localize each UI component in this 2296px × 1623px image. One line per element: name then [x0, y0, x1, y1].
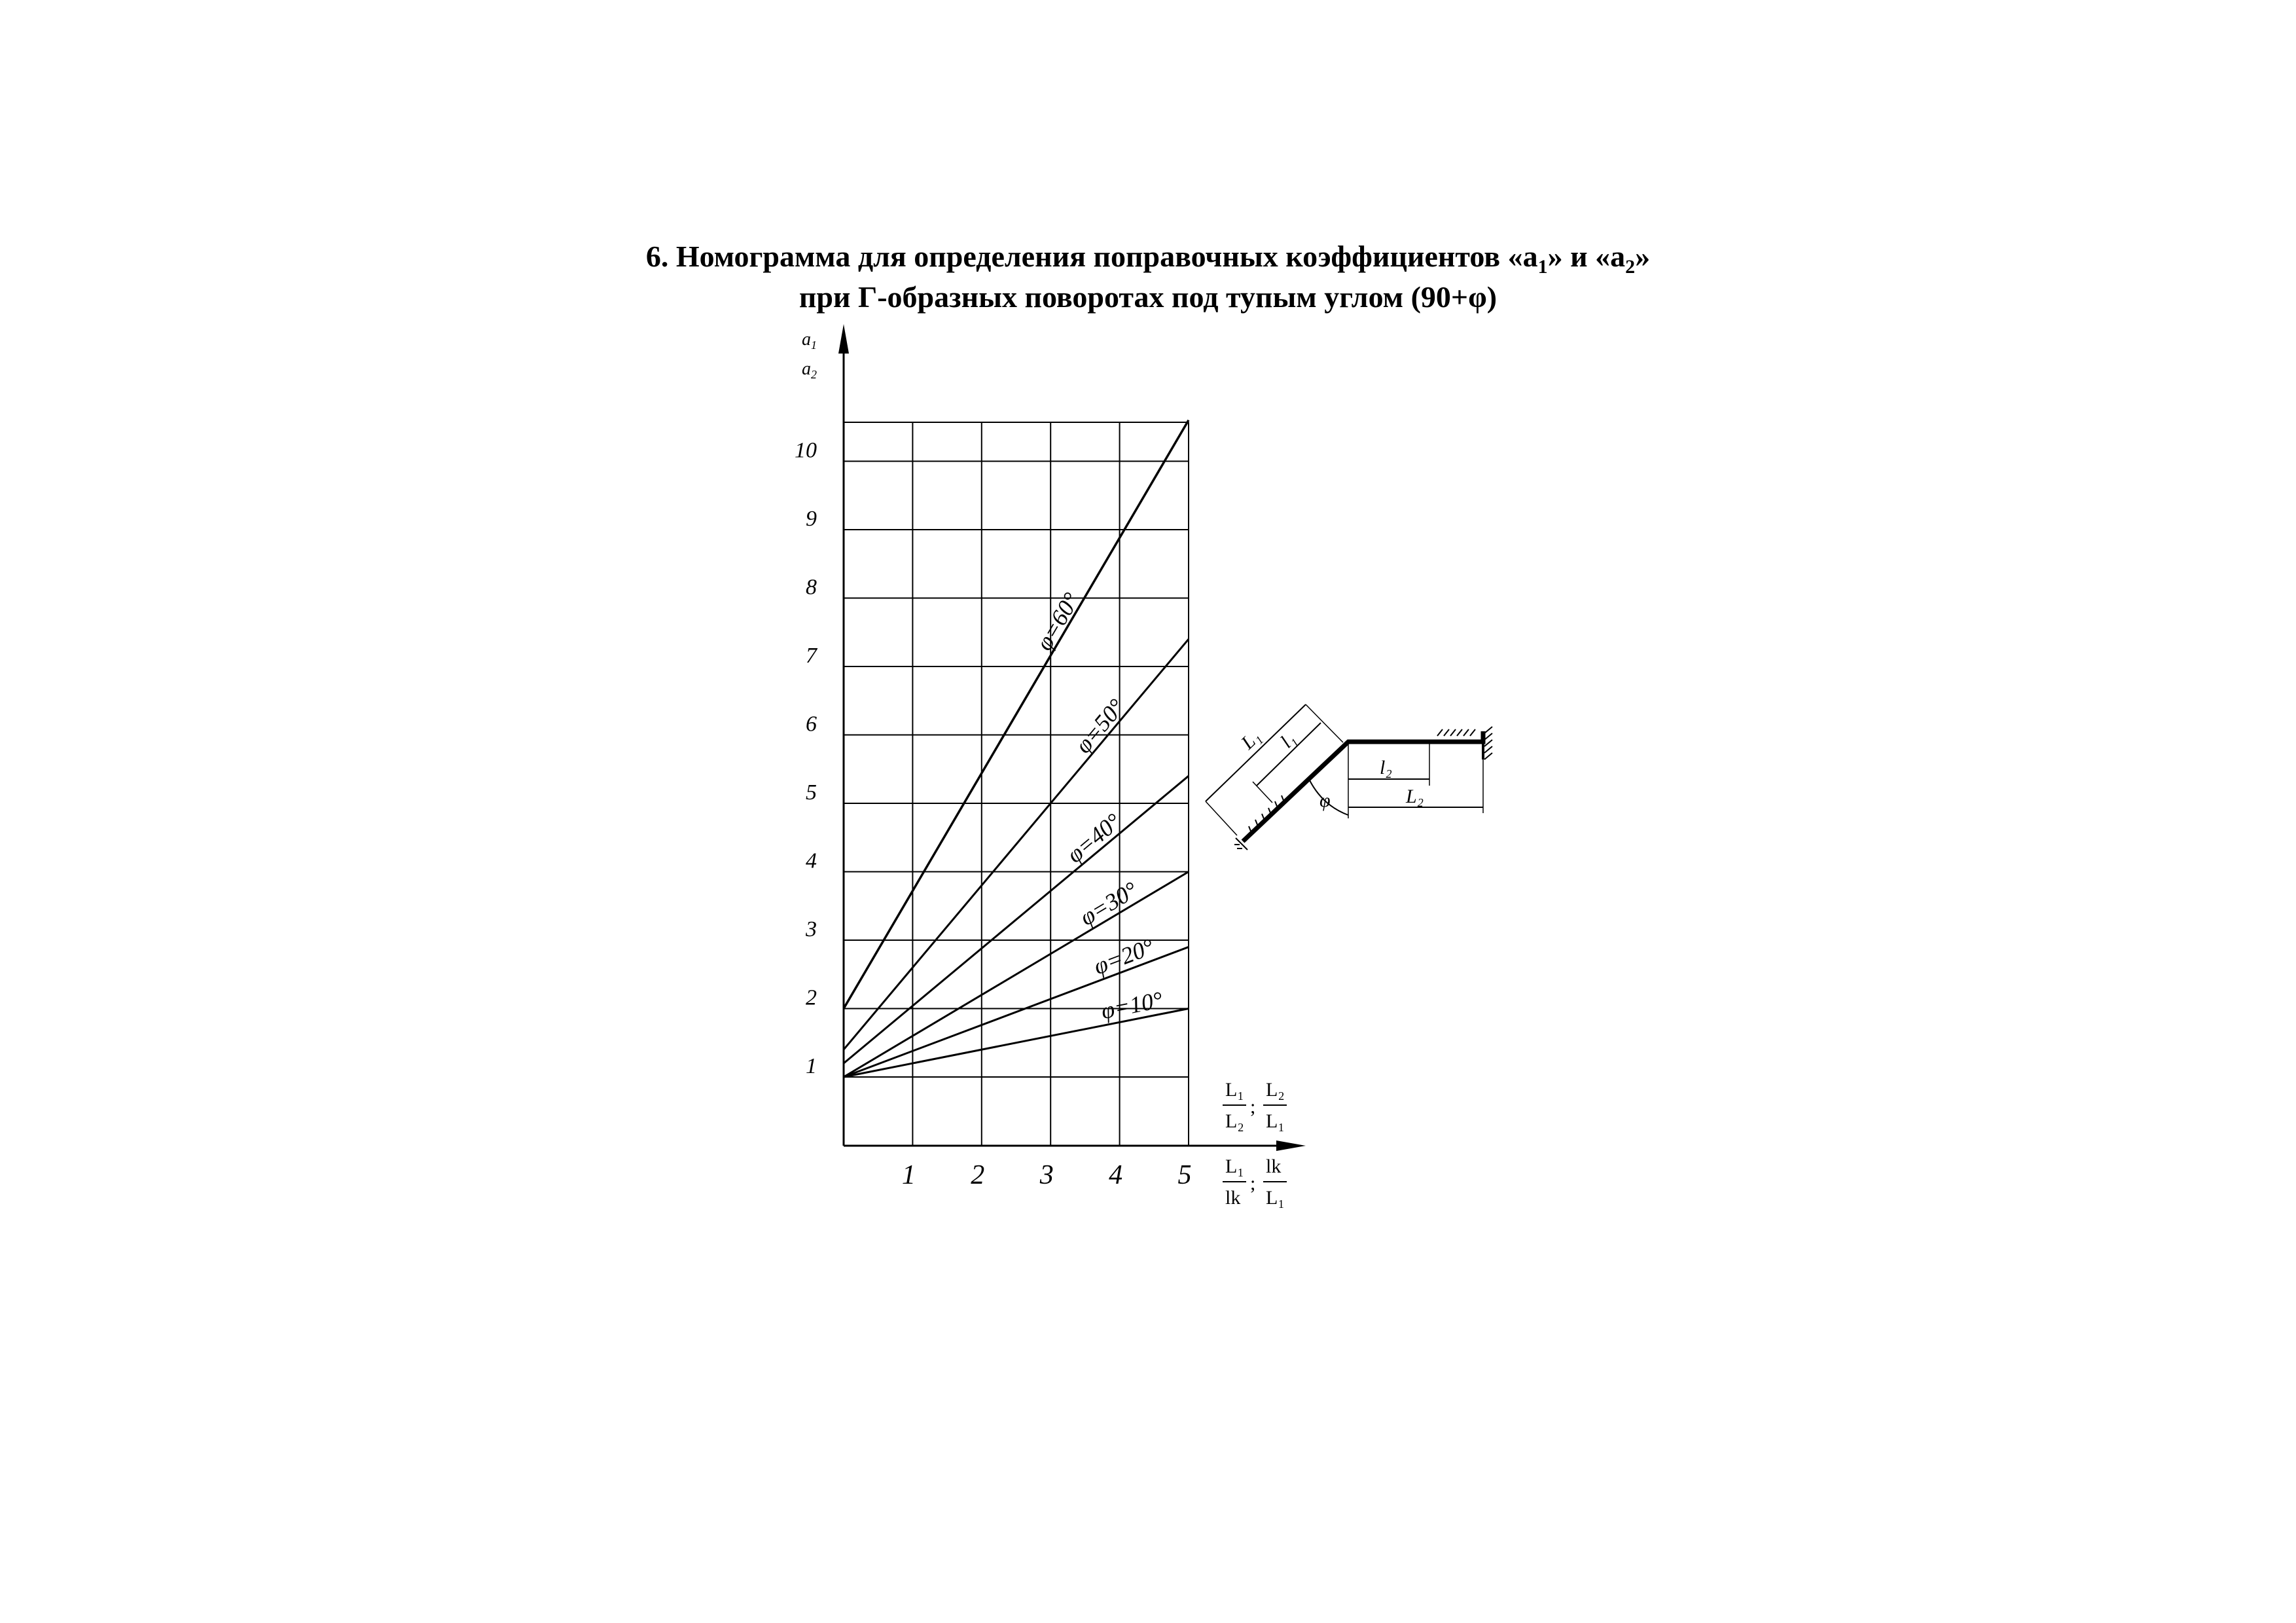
x-label-lower-sep: ;	[1250, 1173, 1256, 1194]
title-sub-2: 2	[1625, 256, 1636, 278]
diagram-label-L2: L₂	[1406, 786, 1424, 807]
y-axis-label	[802, 329, 817, 381]
y-tick-label-9: 9	[806, 507, 817, 531]
title-line2: при Г-образных поворотах под тупым углом (90+φ)	[798, 280, 1498, 314]
diagram-label-l1: l₁	[1276, 728, 1300, 753]
left-support-hatch	[1234, 795, 1284, 850]
pipe-bend-diagram	[1206, 704, 1492, 850]
y-axis-label-a: a	[802, 329, 811, 350]
x-label-lower-right-den: L₁	[1266, 1187, 1285, 1209]
x-axis-label-upper	[1223, 1079, 1287, 1132]
y-tick-label-2: 2	[806, 985, 817, 1010]
diagram-label-L1: L₁	[1236, 725, 1265, 754]
series-line-0	[844, 1009, 1189, 1078]
y-tick-label-1: 1	[806, 1054, 817, 1078]
x-label-upper-left-num: L₁	[1225, 1079, 1244, 1101]
x-axis-label-lower	[1223, 1156, 1287, 1209]
diagram-label-phi: φ	[1319, 790, 1331, 811]
x-label-lower-left-den: lk	[1225, 1187, 1241, 1209]
title-sub-1: 1	[1537, 256, 1548, 278]
series-label-5: φ=60°	[1030, 588, 1085, 655]
x-tick-label-5: 5	[1177, 1160, 1192, 1190]
y-axis-label-a: a	[802, 359, 811, 379]
x-label-upper-sep: ;	[1250, 1096, 1256, 1118]
y-tick-label-5: 5	[806, 780, 817, 805]
y-axis-arrow	[838, 324, 849, 354]
series-label-3: φ=40°	[1062, 808, 1126, 868]
x-tick-label-1: 1	[901, 1160, 916, 1190]
chart-axes	[838, 324, 1306, 1151]
y-tick-label-10: 10	[795, 438, 817, 463]
y-axis-label-a1	[802, 329, 817, 352]
series-label-2: φ=30°	[1075, 876, 1142, 931]
x-tick-label-4: 4	[1109, 1160, 1123, 1190]
pipe-line	[1243, 731, 1483, 841]
y-tick-label-7: 7	[806, 644, 817, 668]
top-support-hatch	[1437, 729, 1475, 736]
chart-series	[844, 420, 1189, 1077]
y-tick-label-6: 6	[806, 712, 817, 737]
x-axis-arrow	[1276, 1140, 1306, 1151]
series-label-4: φ=50°	[1069, 693, 1130, 759]
x-tick-label-2: 2	[971, 1160, 985, 1190]
x-label-upper-left-den: L₂	[1225, 1110, 1244, 1132]
y-tick-label-3: 3	[806, 917, 817, 941]
series-line-4	[844, 639, 1189, 1049]
diagram-label-l2: l₂	[1380, 757, 1392, 778]
series-line-2	[844, 872, 1189, 1078]
y-axis-label-a2	[802, 359, 817, 381]
y-axis-label-sub1: 1	[811, 338, 817, 352]
right-support-hatch	[1484, 727, 1492, 759]
x-label-lower-right-num: lk	[1266, 1156, 1282, 1177]
title-line1-suffix: »	[1635, 240, 1651, 273]
y-tick-label-8: 8	[806, 575, 817, 600]
x-tick-label-3: 3	[1039, 1160, 1054, 1190]
x-label-upper-right-den: L₁	[1266, 1110, 1285, 1132]
x-label-upper-right-num: L₂	[1266, 1079, 1285, 1101]
chart-grid	[844, 422, 1189, 1146]
series-label-0: φ=10°	[1099, 986, 1165, 1025]
title-line1-mid: » и «а	[1547, 240, 1626, 273]
title-line1-prefix: 6. Номограмма для определения поправочных коэффициентов «а	[645, 240, 1538, 273]
series-label-1: φ=20°	[1090, 933, 1158, 980]
x-label-lower-left-num: L₁	[1225, 1156, 1244, 1177]
y-tick-label-4: 4	[806, 848, 817, 873]
y-axis-label-sub2: 2	[811, 368, 817, 381]
